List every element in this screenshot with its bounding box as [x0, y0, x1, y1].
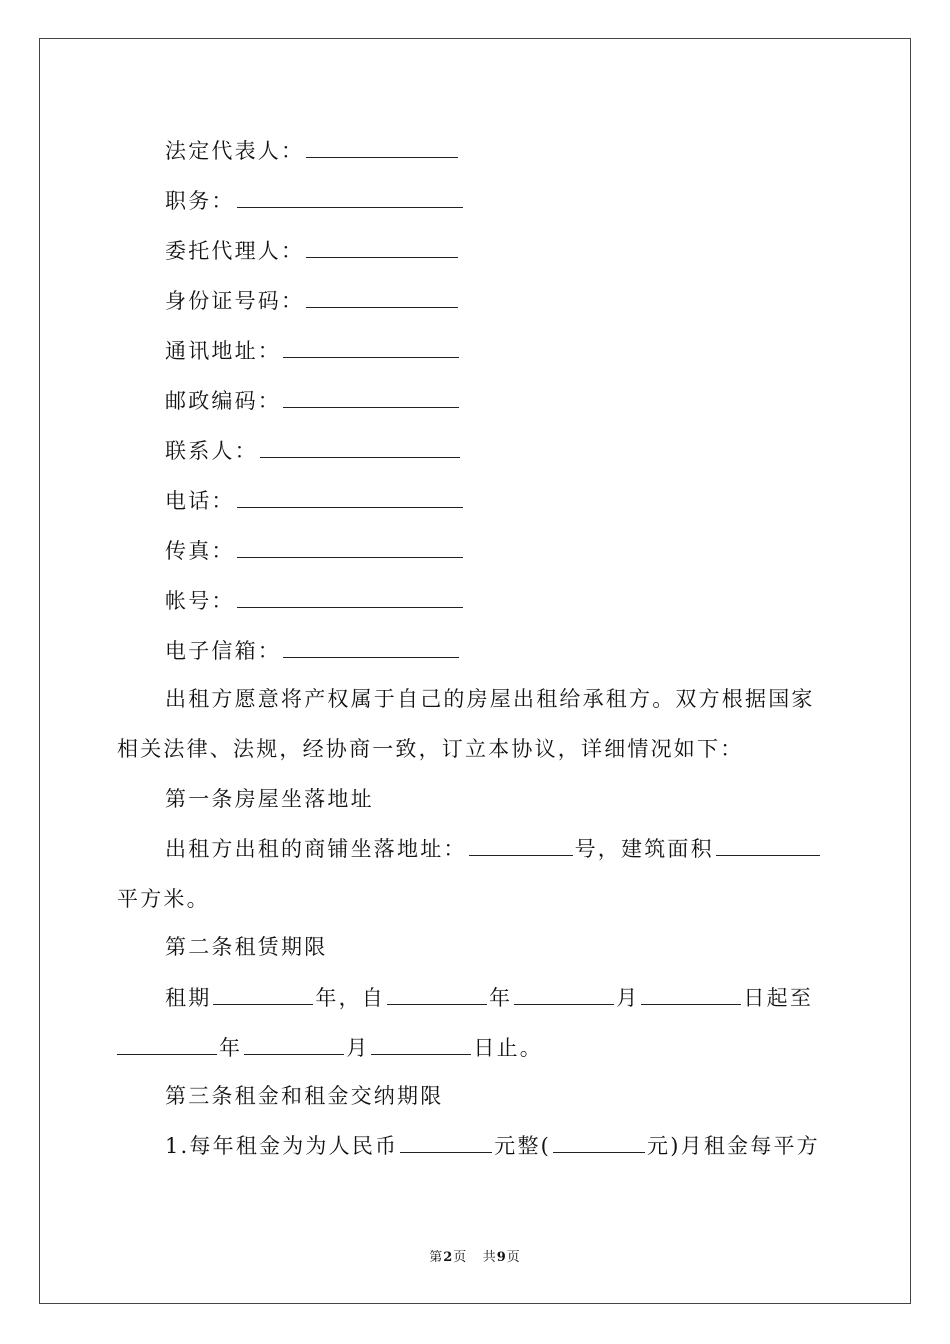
page-current: 2: [443, 1250, 454, 1265]
blank-line[interactable]: [260, 437, 460, 458]
intro-line-1: 出租方愿意将产权属于自己的房屋出租给承租方。双方根据国家: [165, 687, 815, 711]
field-label: 委托代理人：: [165, 239, 305, 263]
blank-line[interactable]: [400, 1132, 492, 1153]
page-prefix: 第: [429, 1250, 444, 1265]
blank-line[interactable]: [237, 487, 463, 508]
blank-line[interactable]: [237, 187, 463, 208]
field-agent: [165, 237, 460, 265]
text: 年: [219, 1036, 243, 1060]
blank-line[interactable]: [283, 387, 459, 408]
text: 租期: [165, 986, 212, 1010]
field-account: [165, 587, 465, 615]
field-label: 邮政编码：: [165, 389, 281, 413]
field-label: 联系人：: [165, 439, 258, 463]
total-prefix: 共: [482, 1250, 497, 1265]
intro-line-2: 相关法律、法规，经协商一致，订立本协议，详细情况如下：: [117, 737, 744, 761]
page-suffix: 页: [453, 1250, 468, 1265]
page-border: [39, 38, 911, 1304]
article-1-title: 第一条房屋坐落地址: [165, 787, 374, 811]
blank-line[interactable]: [306, 287, 458, 308]
article-1-line-1: [165, 835, 822, 863]
field-label: 传真：: [165, 539, 235, 563]
text: 元)月租金每平方: [647, 1134, 820, 1158]
blank-line[interactable]: [283, 337, 459, 358]
blank-line[interactable]: [514, 984, 614, 1005]
text: 出租方出租的商铺坐落地址：: [165, 837, 467, 861]
field-label: 帐号：: [165, 589, 235, 613]
article-2-line-1: [165, 984, 813, 1012]
blank-line[interactable]: [244, 1034, 344, 1055]
blank-line[interactable]: [306, 137, 458, 158]
text: 年，自: [315, 986, 386, 1010]
text: 元整(: [494, 1134, 552, 1158]
text: 号，建筑面积: [574, 837, 714, 861]
text: 月: [346, 1036, 370, 1060]
field-position: [165, 187, 465, 215]
field-phone: [165, 487, 465, 515]
total-suffix: 页: [506, 1250, 521, 1265]
field-fax: [165, 537, 465, 565]
text: 1.每年租金为为人民币: [165, 1134, 399, 1158]
article-1-line-2: 平方米。: [117, 887, 210, 911]
field-label: 电子信箱：: [165, 639, 281, 663]
text: 日止。: [473, 1036, 544, 1060]
field-contact: [165, 437, 462, 465]
field-label: 法定代表人：: [165, 139, 305, 163]
blank-line[interactable]: [237, 587, 463, 608]
blank-line[interactable]: [469, 835, 573, 856]
text: 年: [489, 986, 513, 1010]
field-label: 职务：: [165, 189, 235, 213]
field-label: 通讯地址：: [165, 339, 281, 363]
blank-line[interactable]: [641, 984, 741, 1005]
field-email: [165, 637, 461, 665]
blank-line[interactable]: [213, 984, 313, 1005]
page-total: 9: [496, 1250, 507, 1265]
blank-line[interactable]: [371, 1034, 471, 1055]
blank-line[interactable]: [117, 1034, 217, 1055]
article-3-line-1: [165, 1132, 820, 1160]
field-label: 身份证号码：: [165, 289, 305, 313]
field-address: [165, 337, 461, 365]
blank-line[interactable]: [553, 1132, 645, 1153]
blank-line[interactable]: [306, 237, 458, 258]
text: 月: [616, 986, 640, 1010]
blank-line[interactable]: [387, 984, 487, 1005]
blank-line[interactable]: [283, 637, 459, 658]
field-id-number: [165, 287, 460, 315]
page-footer: [0, 1246, 950, 1265]
field-label: 电话：: [165, 489, 235, 513]
field-legal-rep: [165, 137, 460, 165]
blank-line[interactable]: [237, 537, 463, 558]
article-2-line-2: [117, 1034, 543, 1062]
field-postcode: [165, 387, 461, 415]
article-3-title: 第三条租金和租金交纳期限: [165, 1084, 444, 1108]
article-2-title: 第二条租赁期限: [165, 935, 328, 959]
blank-line[interactable]: [716, 835, 820, 856]
text: 日起至: [743, 986, 814, 1010]
